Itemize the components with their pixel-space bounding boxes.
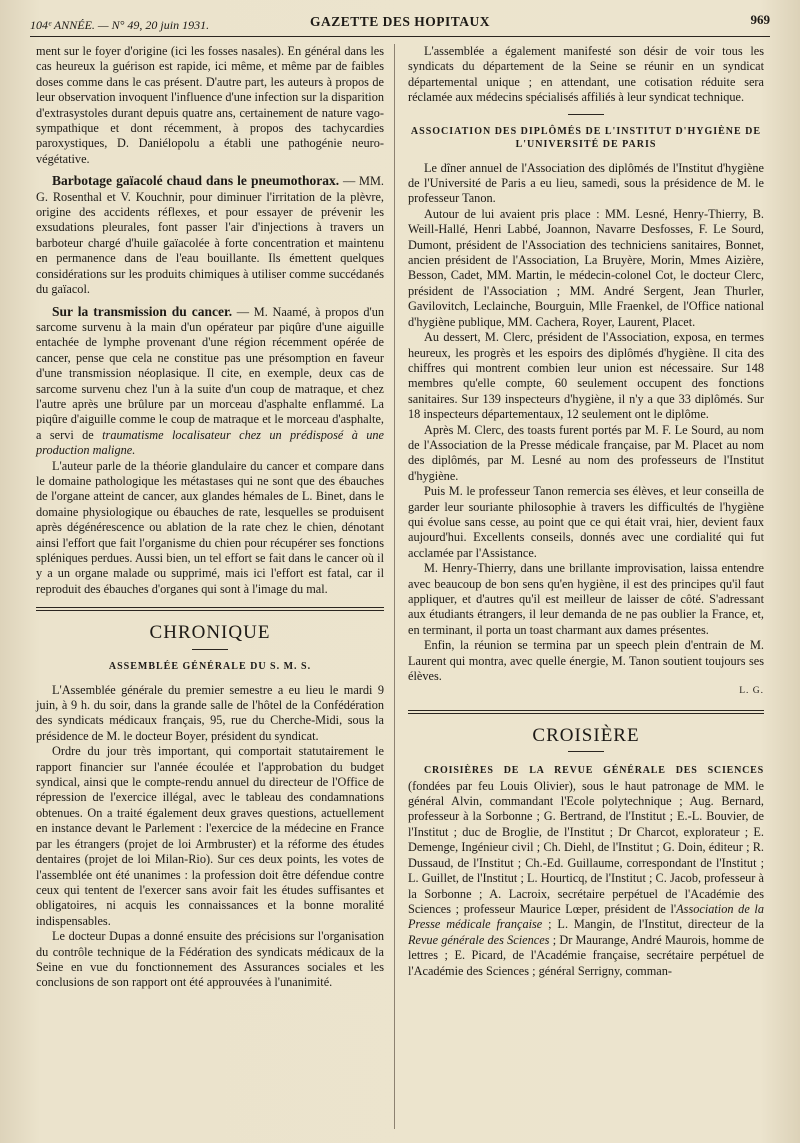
short-rule <box>568 114 604 115</box>
assemblee-paragraph-3: Le docteur Dupas a donné ensuite des précisions sur l'organisation du contrôle technique de la Fédération des syndicats médicaux de la Seine en vue du fonctionnement des Assurances sociales et les conclusions de son rapport ont été approuvées à l'unanimité. <box>36 929 384 990</box>
chronique-title: CHRONIQUE <box>149 622 271 644</box>
transmission-heading: Sur la transmission du cancer. <box>52 303 233 319</box>
croisiere-italic-2: Revue générale des Sciences <box>408 932 550 947</box>
croisiere-text-2: ; L. Mangin, de l'Institut, directeur de la <box>542 917 764 932</box>
association-paragraph-2: Autour de lui avaient pris place : MM. Lesné, Henry-Thierry, B. Weill-Hallé, Henri Labbé, Joannon, Navarre Desfosses, F. Le Sourd, Dumont, président de l'Association des techniciens sanitaires, Bonnet, ancien président de l'Association, La Bruyère, Morin, Mmes Aizière, Besson, Cadet, MM. Martin, le médecin-colonel Cot, le docteur Clerc, président de l'Association ; MM. André Sergent, Jean Thurler, Gavilovitch, Leclainche, Bourguin, Mlle Fraenkel, de l'Office national d'hygiène publique, MM. Cachera, Royer, Laurent, Placet. <box>408 206 764 329</box>
section-rule <box>36 607 384 611</box>
short-rule <box>568 751 604 752</box>
association-paragraph-5: Puis M. le professeur Tanon remercia ses élèves, et leur conseilla de garder leur souriante philosophie à travers les difficultés de l'hygiène qui évolue sans cesse, au point que ce qui était vrai, hier, devient faux aujourd'hui. Excellents conseils, donnés avec une cordialité qui fut acclamée par l'Assistance. <box>408 484 764 560</box>
croisiere-heading: CROISIÈRES DE LA REVUE GÉNÉRALE DES SCIENCES <box>424 765 764 777</box>
page-number: 969 <box>750 12 770 27</box>
intro-paragraph: ment sur le foyer d'origine (ici les fosses nasales). En général dans les cas heureux la guérison est rapide, ici même, et même par de faibles doses comme dans le cas présent. D'autre part, les auteurs à propos de leur observation invoquent l'influence d'une infection sur la disparition d'extrasystoles durant depuis quatre ans, certainement de nature vago-sympathique et dont récemment, à propos des tachycardies paroxystiques, D. Daniélopolu a établi une pathogénie neuro-végétative. <box>36 44 384 166</box>
assemblee-title: ASSEMBLÉE GÉNÉRALE DU S. M. S. <box>108 660 312 672</box>
section-rule <box>408 710 764 714</box>
barbotage-heading: Barbotage gaïacolé chaud dans le pneumothorax. <box>52 173 340 189</box>
association-paragraph-7: Enfin, la réunion se termina par un speech plein d'entrain de M. Laurent qui montra, avec quelle énergie, M. Tanon soutient toujours ses élèves. <box>408 638 764 684</box>
barbotage-text: — MM. G. Rosenthal et V. Kouchnir, pour diminuer l'irritation de la plèvre, origine des accidents réflexes, et pour essayer de prévenir les exsudations pleurales, font passer l'air d'injections à travers un barboteur chargé d'huile gaïacolée à forte concentration et maintenu en permanence dans de l'eau bouillante. Ils émettent quelques considérations sur les produits chimiques à utiliser comme succédanés du gaïacol. <box>36 174 384 297</box>
transmission-paragraph <box>36 304 384 459</box>
theorie-paragraph: L'auteur parle de la théorie glandulaire du cancer et compare dans le domaine pathologique les métastases qui ne sont que des ébauches de l'organe atteint de cancer, aux glandes hémales de L. Binet, dans le domaine physiologique ou ébauches de rate, lesquelles se produisent après dégénérescence ou ablation de la rate chez le chien, dénotant ainsi l'effort que fait l'organisme du chien pour récupérer ses fonctions spléniques perdues. Aussi bien, un tel effort se fait dans le cancer où il y a un organe malade ou supprimé, mais ici l'effort est fatal, car il reproduit des ébauches d'organes qui sont à l'image du mal. <box>36 458 384 596</box>
association-paragraph-1: Le dîner annuel de l'Association des diplômés de l'Institut d'hygiène de l'Université de Paris a eu lieu, samedi, sous la présidence de M. le professeur Tanon. <box>408 160 764 206</box>
association-title: ASSOCIATION DES DIPLÔMÉS DE L'INSTITUT D'HYGIÈNE DE L'UNIVERSITÉ DE PARIS <box>410 125 762 150</box>
association-paragraph-6: M. Henry-Thierry, dans une brillante improvisation, laissa entendre avec beaucoup de bon sens qu'en hygiène, il est des principes qu'il faut appliquer, et d'autres qu'il est meilleur de laisser de côté. S'adressant aux étudiants étrangers, il leur demanda de ne pas oublier la France, et, en terminant, il porta un toast charmant aux dames présentes. <box>408 561 764 637</box>
barbotage-paragraph <box>36 173 384 297</box>
signature: L. G. <box>739 686 764 697</box>
assemblee-paragraph-1: L'Assemblée générale du premier semestre a eu lieu le mardi 9 juin, à 9 h. du soir, dans la grande salle de l'hôtel de la Confédération des syndicats médicaux français, 95, rue du Cherche-Midi, sous la présidence de M. le docteur Boyer, président du syndicat. <box>36 682 384 743</box>
croisiere-italic-1: Association de la Presse médicale française <box>408 901 764 932</box>
issue-info: 104ᵉ ANNÉE. — N° 49, 20 juin 1931. <box>30 18 210 32</box>
croisiere-text-3: ; Dr Maurange, André Maurois, homme de lettres ; E. Picard, de l'Académie française, secrétaire perpétuel de l'Académie des Sciences ; général Serrigny, comman- <box>408 932 764 978</box>
left-column <box>36 44 384 991</box>
association-paragraph-4: Après M. Clerc, des toasts furent portés par M. F. Le Sourd, au nom de l'Association de la Presse médicale française, par M. Placet au nom des diplômés, par M. Lesné au nom des professeurs de l'Institut d'hygiène. <box>408 422 764 483</box>
journal-title: GAZETTE DES HOPITAUX <box>309 14 491 29</box>
assemblee-paragraph-4: L'assemblée a également manifesté son désir de voir tous les syndicats du département de la Seine se réunir en un syndicat départemental unique ; en attendant, une cotisation réduite sera réclamée aux médecins spécialisés affiliés à leur syndicat technique. <box>408 44 764 105</box>
transmission-text: — M. Naamé, à propos d'un sarcome survenu à la main d'un opérateur par piqûre d'une aiguille entachée de lymphe provenant d'une région récemment opérée de cancer, pense que cela ne constitue pas une présomption en faveur d'une transmission néoplasique. Il cite, en exemple, deux cas de sarcome survenu chez l'un à la suite d'un coup de matraque, et chez l'autre après une brûlure par un morceau d'asphalte enflammé. La piqûre d'aiguille comme le coup de matraque et le morceau d'asphalte, a servi de <box>36 304 384 442</box>
croisiere-title: CROISIÈRE <box>532 724 640 746</box>
association-paragraph-3: Au dessert, M. Clerc, président de l'Association, exposa, en termes heureux, les progrès et les espoirs des diplômés d'hygiène. Il cita des chiffres qui montrent combien leur union est nécessaire. Sur 148 membres qu'elle compte, 60 seulement occupent des fonctions sanitaires. Sur 139 inspecteurs d'hygiène, il n'y a que 33 diplômés. Sur 18 inspecteurs départementaux, 12 seulement ont le diplôme. <box>408 330 764 422</box>
page-header <box>30 10 770 37</box>
assemblee-paragraph-2: Ordre du jour très important, qui comportait statutairement le rapport financier sur l'année écoulée et l'approbation du budget syndical, ainsi que le compte-rendu annuel du directeur de l'Office de répression de l'exercice illégal, avec le tableau des condamnations obtenues. On a traité également deux graves questions, actuellement en instance devant le Parlement : l'exercice de la médecine en France par les étrangers (projet de loi Armbruster) et la réforme des études dentaires (projet de loi Milan-Rio). Sur ces deux points, les votes de l'assemblée ont été unanimes : la profession doit être défendue contre ceux qui tentent de l'exercer sans avoir fait les études suffisantes et obligatoires, ni acquis les connaissances et la bonne moralité indispensables. <box>36 744 384 928</box>
croisiere-text-1: (fondées par feu Louis Olivier), sous le haut patronage de MM. le général Alvin, commandant l'Ecole polytechnique ; Aug. Bernard, professeur à la Sorbonne ; G. Bertrand, de l'Institut ; E.-L. Bouvier, de l'Institut ; duc de Broglie, de l'Institut ; Dr Charcot, explorateur ; E. Demenge, Ingénieur civil ; Ch. Diehl, de l'Institut ; G. Doin, éditeur ; R. Dussaud, de l'Institut ; Ch.-Ed. Guillaume, correspondant de l'Institut ; L. Guillet, de l'Institut ; L. Hourticq, de l'Institut ; C. Jacob, professeur à la Sorbonne ; A. Lacroix, secrétaire perpétuel de l'Académie des Sciences ; professeur Maurice Lœper, président de l' <box>408 778 764 916</box>
croisiere-paragraph <box>408 762 764 979</box>
column-divider <box>394 44 395 1129</box>
right-column <box>408 44 764 979</box>
short-rule <box>192 649 228 650</box>
transmission-italic: traumatisme localisateur chez un prédisposé à une production maligne. <box>36 427 384 458</box>
